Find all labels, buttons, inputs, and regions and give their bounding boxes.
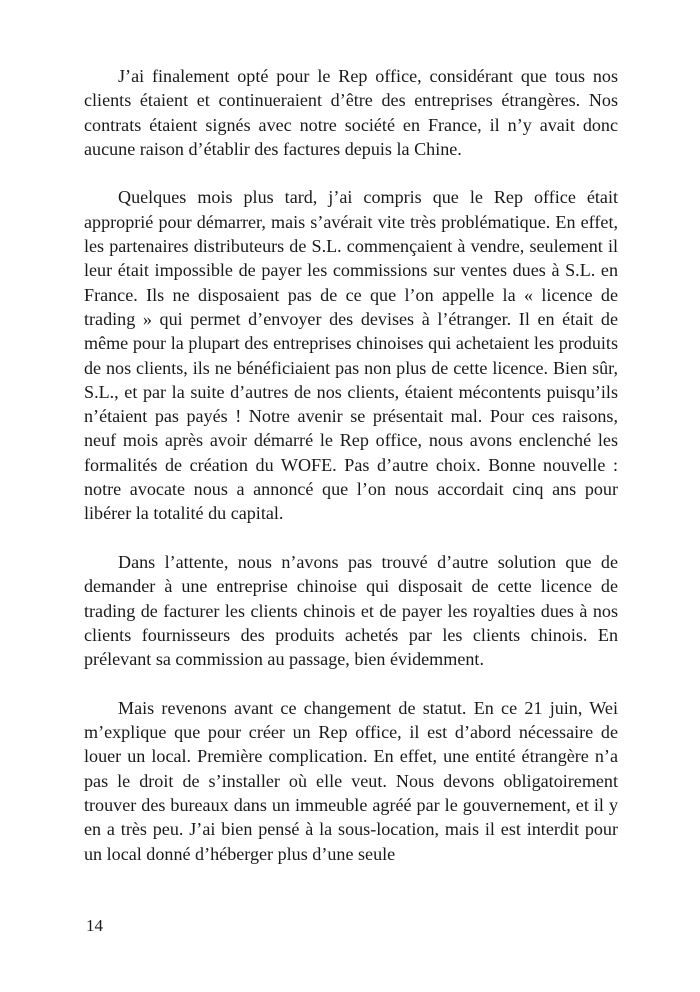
paragraph-4: Mais revenons avant ce changement de statut. En ce 21 juin, Wei m’explique que pour créer un Rep office, il est d’abord nécessaire de louer un local. Première complication. En effet, une entité étrangère n’a pas le droit de s’installer où elle veut. Nous devons obligatoirement trouver des bureaux dans un immeuble agréé par le gouvernement, et il y en a très peu. J’ai bien pensé à la sous-location, mais il est interdit pour un local donné d’héberger plus d’une seule xyxy=(84,697,618,864)
body-text xyxy=(84,64,618,866)
paragraph-3: Dans l’attente, nous n’avons pas trouvé d’autre solution que de demander à une entreprise chinoise qui disposait de cette licence de trading de facturer les clients chinois et de payer les royalties dues à nos clients fournisseurs des produits achetés par les clients chinois. En prélevant sa commission au passage, bien évidemment. xyxy=(84,551,618,670)
paragraph-2: Quelques mois plus tard, j’ai compris que le Rep office était approprié pour démarrer, mais s’avérait vite très problématique. En effet, les partenaires distributeurs de S.L. commençaient à vendre, seulement il leur était impossible de payer les commissions sur ventes dues à S.L. en France. Ils ne disposaient pas de ce que l’on appelle la « licence de trading » qui permet d’envoyer des devises à l’étranger. Il en était de même pour la plupart des entreprises chinoises qui achetaient les produits de nos clients, ils ne bénéficiaient pas non plus de cette licence. Bien sûr, S.L., et par la suite d’autres de nos clients, étaient mécontents puisqu’ils n’étaient pas payés ! Notre avenir se présentait mal. Pour ces raisons, neuf mois après avoir démarré le Rep office, nous avons enclenché les formalités de création du WOFE. Pas d’autre choix. Bonne nouvelle : notre avocate nous a annoncé que l’on nous accordait cinq ans pour libérer la totalité du capital. xyxy=(84,187,618,524)
paragraph-1: J’ai finalement opté pour le Rep office, considérant que tous nos clients étaient et continueraient d’être des entreprises étrangères. Nos contrats étaient signés avec notre société en France, il n’y avait donc aucune raison d’établir des factures depuis la Chine. xyxy=(84,66,618,159)
page-number: 14 xyxy=(86,916,103,935)
